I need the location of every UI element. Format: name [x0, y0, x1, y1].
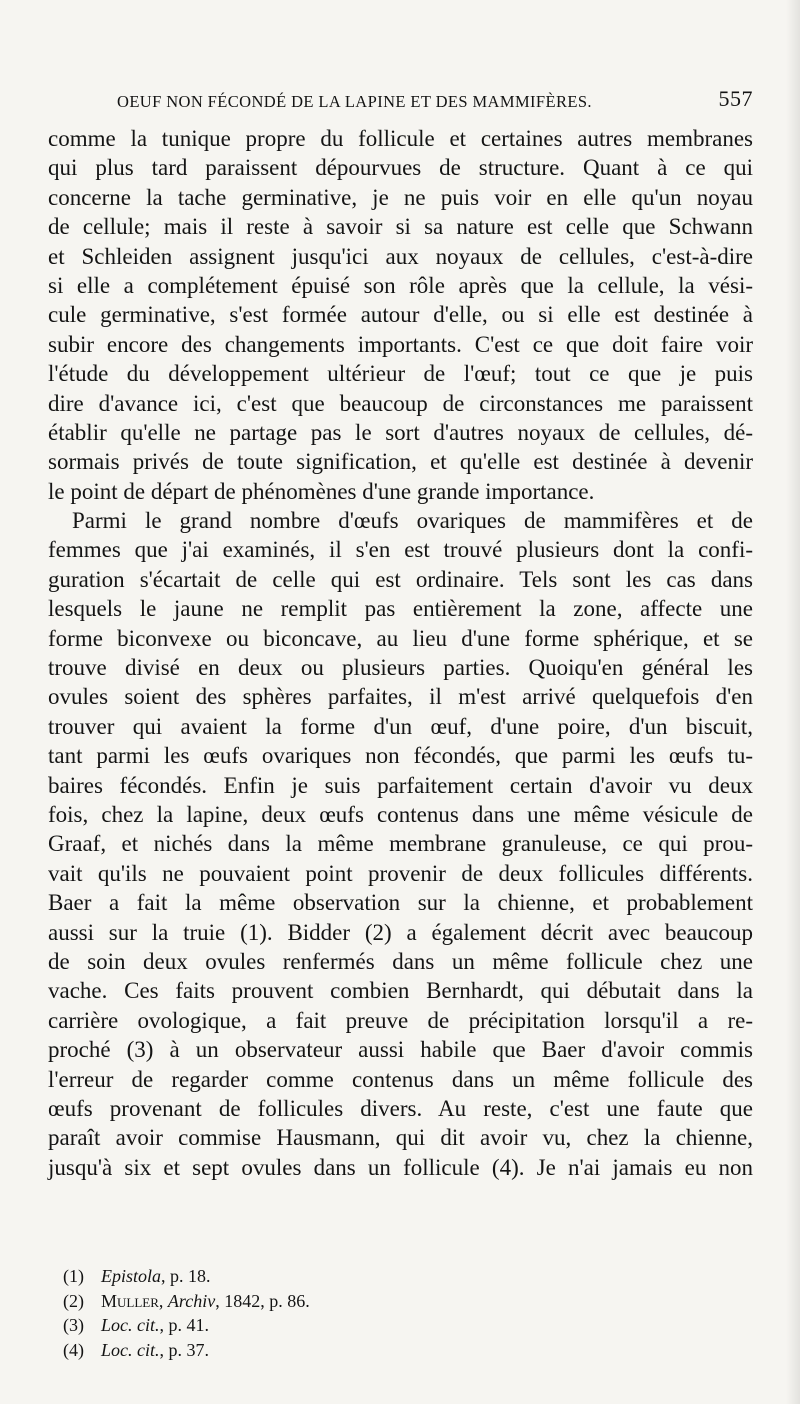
text-line: femmes que j'ai examinés, il s'en est trouvé plusieurs dont la confi-: [48, 537, 753, 563]
footnote-work: Loc. cit.: [101, 1339, 160, 1360]
running-title: OEUF NON FÉCONDÉ DE LA LAPINE ET DES MAMMIFÈRES.: [117, 92, 592, 111]
paragraph-end-line: le point de départ de phénomènes d'une grande importance.: [48, 478, 595, 504]
footnote-reference: , p. 37.: [159, 1339, 209, 1360]
footnotes: [63, 1264, 663, 1362]
text-line: jusqu'à six et sept ovules dans un follicule (4). Je n'ai jamais eu non: [48, 1154, 753, 1180]
text-line: paraît avoir commise Hausmann, qui dit avoir vu, chez la chienne,: [48, 1125, 753, 1151]
text-line: baires fécondés. Enfin je suis parfaitement certain d'avoir vu deux: [48, 772, 753, 798]
text-line: de soin deux ovules renfermés dans un même follicule chez une: [48, 948, 753, 974]
text-line: proché (3) à un observateur aussi habile que Baer d'avoir commis: [48, 1037, 753, 1063]
text-line: de cellule; mais il reste à savoir si sa nature est celle que Schwann: [48, 214, 753, 240]
text-line: établir qu'elle ne partage pas le sort d'autres noyaux de cellules, dé-: [48, 419, 753, 445]
footnote: (2) Muller, Archiv, 1842, p. 86.: [63, 1289, 663, 1314]
text-line: lesquels le jaune ne remplit pas entièrement la zone, affecte une: [48, 596, 753, 622]
text-line: qui plus tard paraissent dépourvues de structure. Quant à ce qui: [48, 155, 753, 181]
text-line: concerne la tache germinative, je ne puis voir en elle qu'un noyau: [48, 184, 753, 210]
text-line: forme biconvexe ou biconcave, au lieu d'une forme sphérique, et se: [48, 625, 753, 651]
text-line: guration s'écartait de celle qui est ordinaire. Tels sont les cas dans: [48, 566, 753, 592]
text-line: vait qu'ils ne pouvaient point provenir de deux follicules différents.: [48, 860, 753, 886]
text-line: cule germinative, s'est formée autour d'elle, ou si elle est destinée à: [48, 302, 753, 328]
text-line: si elle a complétement épuisé son rôle après que la cellule, la vési-: [48, 272, 753, 298]
footnote: [63, 1313, 663, 1338]
text-line: trouver qui avaient la forme d'un œuf, d'une poire, d'un biscuit,: [48, 713, 753, 739]
text-line: et Schleiden assignent jusqu'ici aux noyaux de cellules, c'est-à-dire: [48, 243, 753, 269]
footnote-work: Epistola: [101, 1266, 162, 1286]
text-line: ovules soient des sphères parfaites, il m'est arrivé quelquefois d'en: [48, 684, 753, 710]
footnote-reference: , p. 18.: [161, 1266, 211, 1286]
running-header: [117, 86, 753, 118]
page-number: 557: [718, 86, 753, 111]
text-line: subir encore des changements importants. C'est ce que doit faire voir: [48, 331, 753, 357]
footnote-number: (1): [63, 1266, 84, 1286]
text-line: fois, chez la lapine, deux œufs contenus dans une même vésicule de: [48, 801, 753, 827]
body-text: [48, 124, 753, 1182]
text-line: l'étude du développement ultérieur de l'œuf; tout ce que je puis: [48, 361, 753, 387]
text-line: Baer a fait la même observation sur la chienne, et probablement: [48, 890, 753, 916]
text-line: vache. Ces faits prouvent combien Bernhardt, qui débutait dans la: [48, 978, 753, 1004]
footnote-number: (2): [63, 1290, 84, 1311]
footnote-reference: , 1842, p. 86.: [215, 1290, 310, 1311]
footnote-reference: , p. 41.: [159, 1315, 209, 1336]
text-line: l'erreur de regarder comme contenus dans un même follicule des: [48, 1066, 753, 1092]
footnote: [63, 1264, 663, 1289]
footnote-work: Loc. cit.: [101, 1315, 160, 1336]
text-line: tant parmi les œufs ovariques non fécondés, que parmi les œufs tu-: [48, 743, 753, 769]
text-line: aussi sur la truie (1). Bidder (2) a également décrit avec beaucoup: [48, 919, 753, 945]
text-line: sormais privés de toute signification, et qu'elle est destinée à devenir: [48, 449, 753, 475]
page-edge-shadow: [786, 0, 800, 1404]
text-line: Graaf, et nichés dans la même membrane granuleuse, ce qui prou-: [48, 831, 753, 857]
paragraph-start-line: Parmi le grand nombre d'œufs ovariques de mammifères et de: [72, 508, 753, 534]
footnote: [63, 1338, 663, 1363]
footnote-number: (3): [63, 1315, 84, 1336]
text-line: comme la tunique propre du follicule et certaines autres membranes: [48, 126, 753, 151]
text-line: dire d'avance ici, c'est que beaucoup de circonstances me paraissent: [48, 390, 753, 416]
text-line: trouve divisé en deux ou plusieurs parties. Quoiqu'en général les: [48, 655, 753, 681]
text-line: œufs provenant de follicules divers. Au reste, c'est une faute que: [48, 1095, 753, 1121]
footnote-author: Muller: [101, 1290, 159, 1311]
text-line: carrière ovologique, a fait preuve de précipitation lorsqu'il a re-: [48, 1007, 753, 1033]
footnote-number: (4): [63, 1339, 84, 1360]
footnote-work: Archiv: [167, 1290, 216, 1311]
